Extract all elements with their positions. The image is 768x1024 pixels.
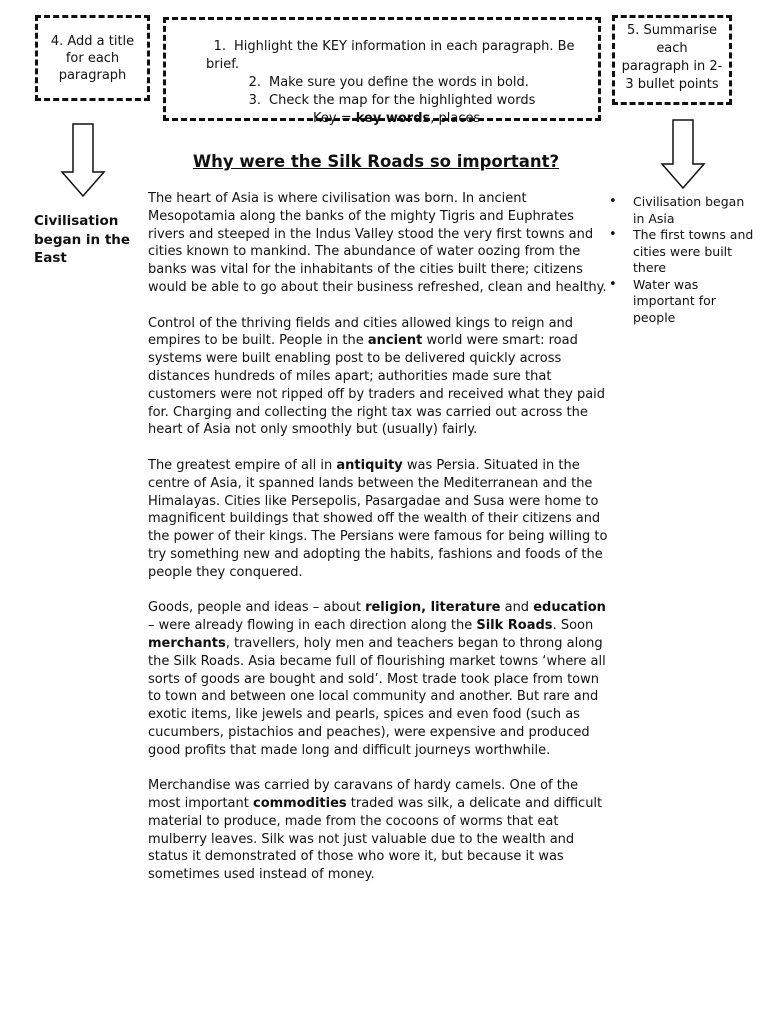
- instruction-item: [176, 38, 588, 74]
- paragraph-text: Merchandise was carried by caravans of hardy camels. One of the most important: [148, 778, 579, 812]
- bold-key-word: religion, literature: [365, 600, 501, 616]
- body-text: [148, 190, 610, 902]
- bold-key-word: antiquity: [336, 457, 403, 473]
- summary-instruction-box: [612, 15, 732, 105]
- paragraph: [148, 190, 610, 297]
- key-suffix: , places: [430, 111, 481, 126]
- summary-bullets: [607, 194, 757, 326]
- bold-key-word: commodities: [252, 796, 347, 812]
- paragraph-text: traded was silk, a delicate and difficult material to produce, made from the cocoons of worms that eat mulberry leaves. Silk was not just valuable due to the wealth and status it demonstrated of those who wore it, but because it was sometimes used instead of money.: [148, 796, 603, 883]
- paragraph-text: , travellers, holy men and teachers began to throng along the Silk Roads. Asia became full of flourishing market towns ‘where all sorts of goods are bought and sold’. Most trade took place from town to town and between one local community and another. But rare and exotic items, like jewels and pearls, spices and even food (such as cucumbers, pistachios and peaches), were expensive and produced good profits that made long and difficult journeys worthwhile.: [148, 635, 606, 758]
- list-item: • Water was important for people: [607, 277, 757, 327]
- page-title: Why were the Silk Roads so important?: [192, 152, 560, 171]
- paragraph: [148, 777, 610, 884]
- bold-key-word: education: [533, 600, 606, 616]
- paragraph-text: The heart of Asia is where civilisation was born. In ancient Mesopotamia along the banks of the mighty Tigris and Euphrates rivers and steeped in the Indus Valley stood the very first towns and cities known to mankind. The abundance of water oozing from the banks was vital for the inhabitants of the cities built there; citizens would be able to go about their business refreshed, clean and healthy.: [148, 191, 607, 295]
- paragraph-text: – were already flowing in each direction along the: [148, 618, 477, 634]
- paragraph-text: and: [500, 600, 534, 616]
- down-arrow-icon: [60, 122, 106, 198]
- list-item: • Civilisation began in Asia: [607, 194, 757, 227]
- instructions-list: [176, 38, 588, 128]
- paragraph-text: Control of the thriving fields and cities allowed kings to reign and empires to be built. People in the: [148, 315, 574, 349]
- paragraph: [148, 599, 610, 759]
- paragraph-title: Civilisation began in the East: [34, 213, 131, 266]
- instruction-number: 2.: [248, 75, 261, 90]
- bold-key-word: Silk Roads: [476, 618, 553, 634]
- paragraph-text: world were smart: road systems were built enabling post to be delivered quickly across distances hundreds of miles apart; authorities made sure that customers were not ripped off by traders and received what they paid for. Charging and collecting the right tax was carried out across the heart of Asia not only smoothly but (usually) fairly.: [148, 333, 606, 438]
- instructions-box: [163, 17, 601, 126]
- instruction-item: [176, 74, 588, 92]
- instruction-text: Make sure you define the words in bold.: [269, 75, 529, 90]
- key-prefix: Key =: [313, 111, 356, 126]
- paragraph-text: . Soon: [552, 618, 594, 634]
- bold-key-word: merchants: [148, 635, 226, 651]
- instruction-number: 3.: [248, 93, 261, 108]
- instruction-text: Highlight the KEY information in each paragraph. Be brief.: [206, 39, 575, 72]
- key-bold: key words: [355, 111, 431, 126]
- bold-key-word: ancient: [367, 333, 423, 349]
- title-instruction-box: [35, 15, 150, 101]
- paragraph-text: Goods, people and ideas – about: [148, 600, 366, 616]
- paragraph: [148, 457, 610, 582]
- instruction-number: 1.: [213, 39, 226, 54]
- instruction-item: [176, 92, 588, 110]
- list-item: • The first towns and cities were built there: [607, 227, 757, 277]
- key-line: [176, 110, 588, 128]
- paragraph: [148, 315, 610, 440]
- instruction-text: Check the map for the highlighted words: [269, 93, 536, 108]
- title-instruction-text: 4. Add a title for each paragraph: [50, 33, 135, 83]
- paragraph-text: was Persia. Situated in the centre of Asia, it spanned lands between the Mediterranean and the Himalayas. Cities like Persepolis, Pasargadae and Susa were home to magnificent buildings that showed off the wealth of their citizens and the power of their kings. The Persians were famous for being willing to try something new and adopting the habits, fashions and foods of the people they conquered.: [148, 457, 608, 580]
- summary-instruction-text: 5. Summarise each paragraph in 2-3 bullet points: [621, 23, 723, 92]
- down-arrow-icon: [660, 118, 706, 190]
- paragraph-text: The greatest empire of all in: [148, 457, 337, 473]
